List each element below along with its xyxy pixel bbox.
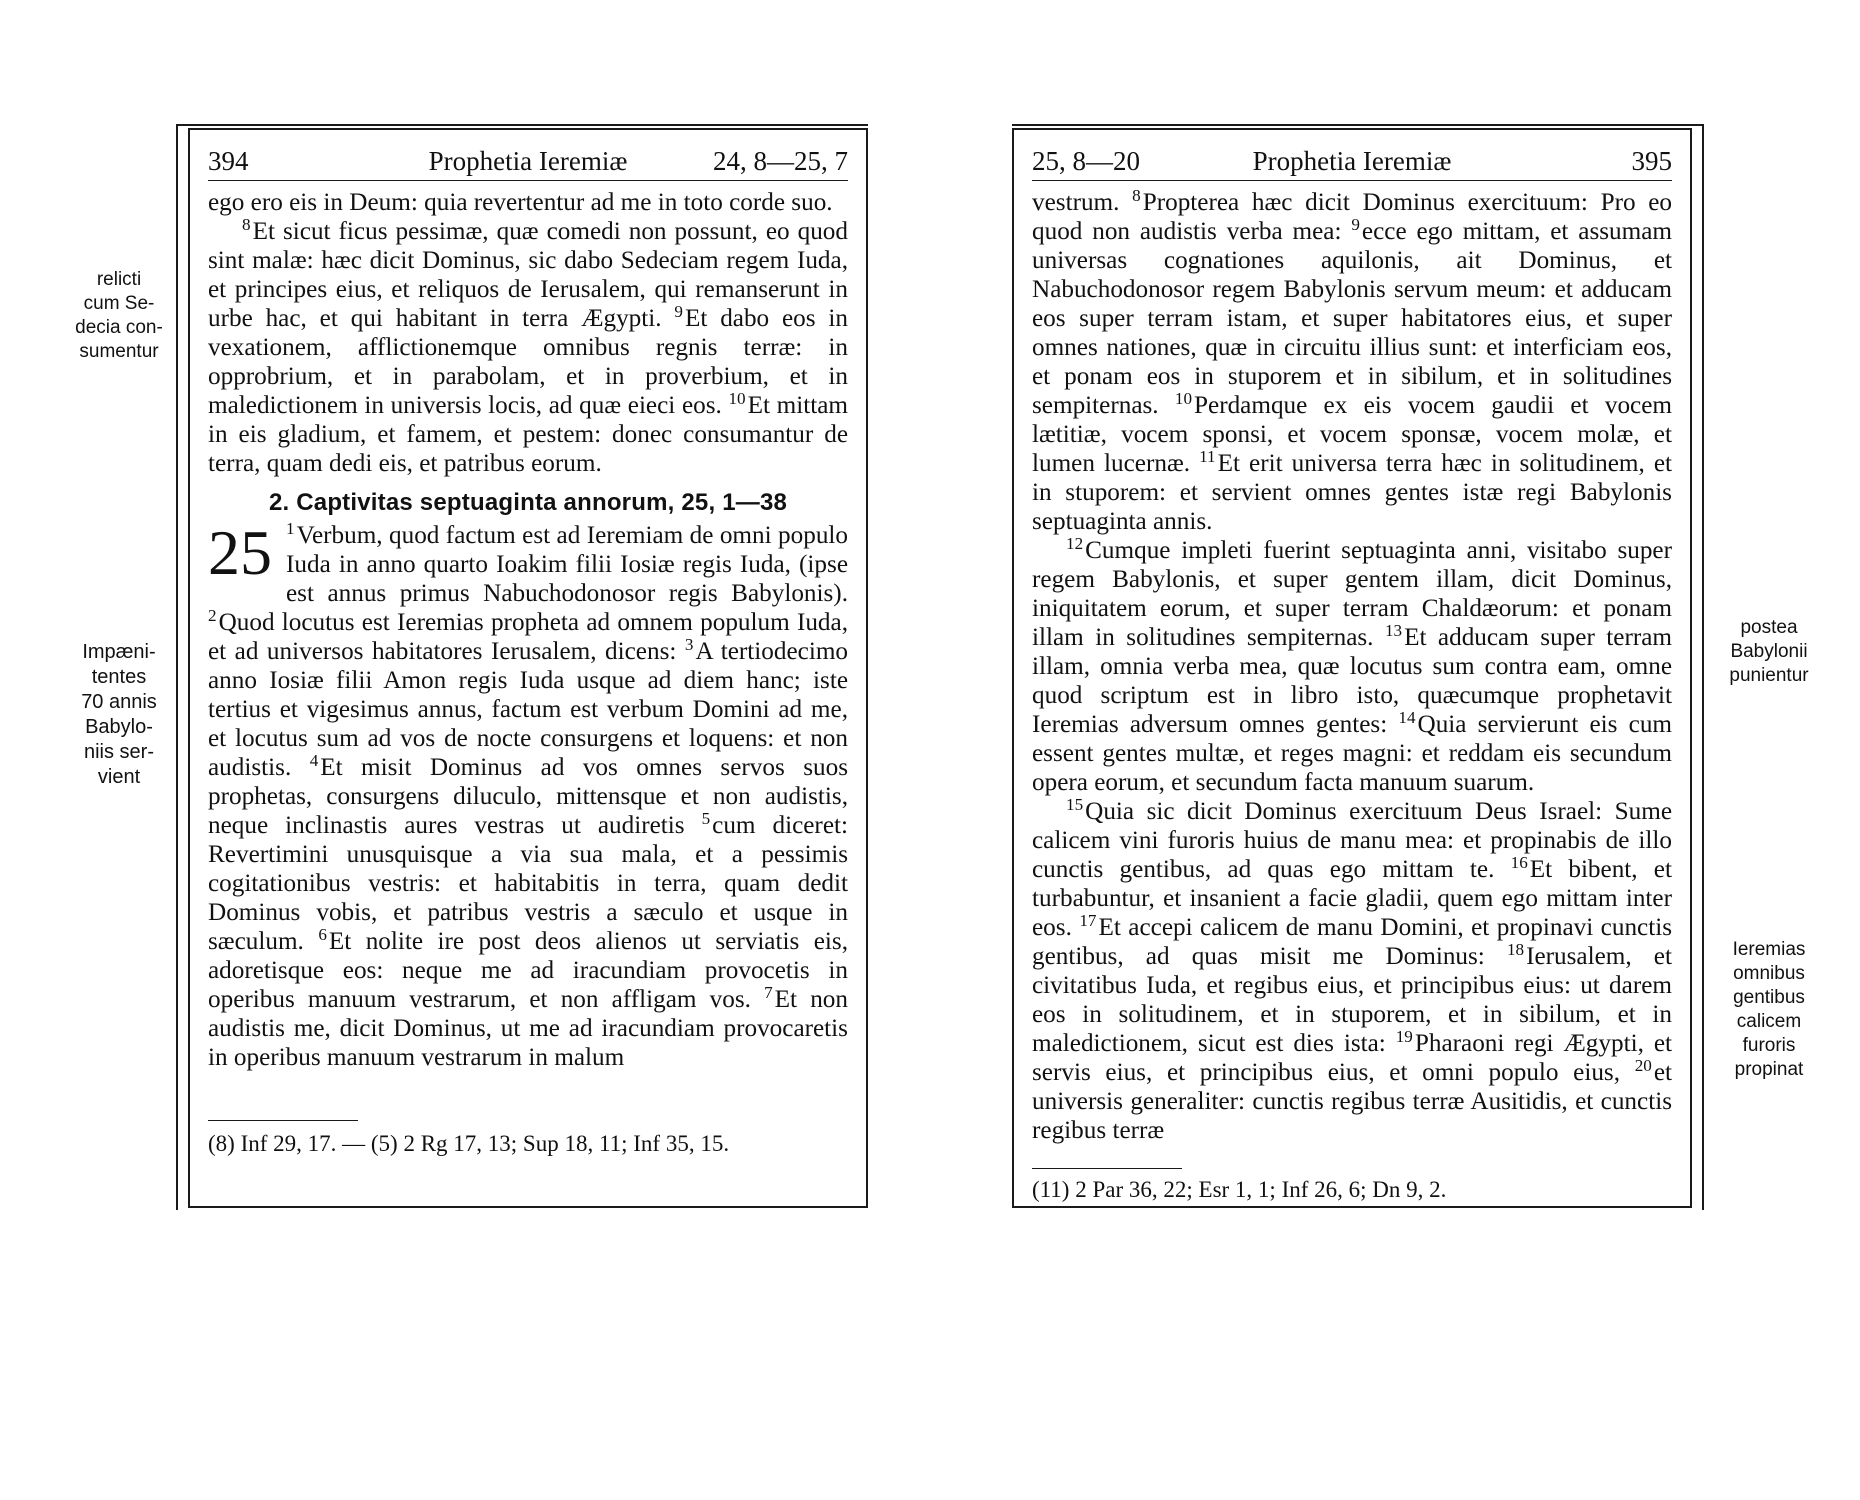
verse-number: 9 xyxy=(1351,214,1360,234)
verse-number: 12 xyxy=(1066,533,1084,553)
paragraph-text: Et nolite ire post deos alienos ut serviatis eis, adoretisque eos: neque me ad iracundiam provocetis in operibus manuum vestrarum, et non affligam vos. xyxy=(208,928,849,1013)
verse-number: 14 xyxy=(1398,707,1416,727)
page-frame-edge xyxy=(1702,124,1704,1210)
margin-note-line: omnibus xyxy=(1733,963,1805,984)
verse-number: 8 xyxy=(1132,185,1141,205)
page-header xyxy=(208,144,848,181)
verse-number: 7 xyxy=(764,982,773,1002)
running-title: Prophetia Ieremiæ xyxy=(1252,146,1452,176)
paragraph xyxy=(1032,794,1673,1145)
paragraph-text: A tertiodecimo anno Iosiæ filii Amon regis Iuda usque ad diem hanc; iste tertius et vigesimus annus, factum est verbum Domini ad me, et locutus sum ad vos de nocte consurgens et loquens: et non audistis. xyxy=(208,638,849,781)
margin-note-line: Impæni- xyxy=(82,641,156,663)
right-page xyxy=(1012,128,1692,1208)
paragraph-text: Verbum, quod factum est ad Ieremiam de omni populo Iuda in anno quarto Ioakim filii Iosiæ regis Iuda, (ipse est annus primus Nabuchodonosor regis Babylonis). xyxy=(286,522,848,607)
margin-note-line: cum Se- xyxy=(83,293,155,314)
margin-note-postea xyxy=(1714,616,1824,688)
margin-note-line: relicti xyxy=(96,269,142,290)
margin-note-line: Babylo- xyxy=(85,716,153,738)
paragraph-text: Et mittam in eis gladium, et famem, et pestem: donec consumantur de terra, quam dedi eis, et patribus eorum. xyxy=(208,392,849,477)
verse-number: 10 xyxy=(1174,388,1192,408)
margin-note-line: sumentur xyxy=(79,341,159,362)
chapter-paragraph xyxy=(208,517,849,1072)
paragraph-text: Quia sic dicit Dominus exercituum Deus Israel: Sume calicem vini furoris huius de manu mea: et propinabis de illo cunctis gentibus, ad quas ego mittam te. xyxy=(1032,798,1672,883)
footnote-rule xyxy=(1032,1168,1182,1169)
page-frame-edge xyxy=(176,124,868,126)
verse-number: 10 xyxy=(728,388,746,408)
verse-number: 19 xyxy=(1395,1026,1413,1046)
page-body xyxy=(1032,185,1673,1145)
paragraph-text: ecce ego mittam, et assumam universas cognationes aquilonis, ait Dominus, et Nabuchodonosor regem Babylonis servum meum: et adducam eos super terram istam, et super habitatores eius, et super omnes nationes, quæ in circuitu illius sunt: et interficiam eos, et ponam eos in stuporem et in sibilum, et in solitudines sempiternas. xyxy=(1032,218,1673,419)
margin-note-line: tentes xyxy=(91,666,147,688)
verse-number: 2 xyxy=(208,605,217,625)
page-header xyxy=(1032,144,1672,181)
paragraph-text: cum diceret: Revertimini unusquisque a via sua mala, et a pessimis cogitationibus vestris: et habitabitis in terra, quam dedit Dominus vobis, et patribus vestris a sæculo et usque in sæculum. xyxy=(208,812,848,955)
page-frame-edge xyxy=(1012,124,1704,126)
paragraph-text: Perdamque ex eis vocem gaudii et vocem lætitiæ, vocem sponsi, et vocem sponsæ, vocem molæ, et lumen lucernæ. xyxy=(1032,392,1672,477)
paragraph-text: Pharaoni regi Ægypti, et servis eius, et principibus eius, et omni populo eius, xyxy=(1032,1030,1672,1086)
paragraph-text: Et non audistis me, dicit Dominus, ut me ad iracundiam provocaretis in operibus manuum vestrarum in malum xyxy=(208,986,848,1071)
margin-note-line: propinat xyxy=(1734,1059,1804,1080)
verse-number: 18 xyxy=(1506,939,1525,959)
verse-number: 20 xyxy=(1634,1055,1652,1075)
paragraph-text: Et dabo eos in vexationem, afflictionemque omnibus regnis terræ: in opprobrium, et in parabolam, et in proverbium, et in maledictionem in universis locis, ad quæ eieci eos. xyxy=(208,305,848,419)
paragraph-text: Propterea hæc dicit Dominus exercituum: Pro eo quod non audistis verba mea: xyxy=(1032,189,1673,245)
margin-note-line: postea xyxy=(1740,617,1798,638)
page-number: 395 xyxy=(1631,146,1672,176)
margin-note-line: Ieremias xyxy=(1732,939,1806,960)
margin-note-impaenitentes xyxy=(60,640,178,790)
paragraph-text: Et misit Dominus ad vos omnes servos suos prophetas, consurgens diluculo, mittensque et non audistis, neque inclinastis aures vestras ut audiretis xyxy=(208,754,848,839)
paragraph xyxy=(208,188,848,217)
paragraph xyxy=(208,214,849,478)
paragraph-text: Quia servierunt eis cum essent gentes multæ, et reges magni: et reddam eis secundum opera eorum, et secundum facta manuum suarum. xyxy=(1032,711,1673,796)
margin-note-line: vient xyxy=(97,766,141,788)
paragraph-text: Et accepi calicem de manu Domini, et propinavi cunctis gentibus, ad quas misit me Dominus: xyxy=(1032,914,1673,970)
paragraph-text: ego ero eis in Deum: quia revertentur ad me in toto corde suo. xyxy=(208,189,833,216)
paragraph-text: Cumque impleti fuerint septuaginta anni, visitabo super regem Babylonis, et super gentem illam, dicit Dominus, iniquitatem eorum, et super terram Chaldæorum: et ponam illam in solitudines sempiternas. xyxy=(1032,537,1672,651)
page-number: 394 xyxy=(208,146,249,176)
margin-note-line: 70 annis xyxy=(81,691,157,713)
verse-number: 3 xyxy=(684,634,694,654)
footnote: (8) Inf 29, 17. — (5) 2 Rg 17, 13; Sup 18, 11; Inf 35, 15. xyxy=(208,1131,730,1156)
paragraph xyxy=(1032,185,1673,536)
margin-note-line: calicem xyxy=(1736,1011,1802,1032)
chapter-number: 25 xyxy=(208,517,272,588)
verse-number: 15 xyxy=(1066,794,1084,814)
margin-note-line: decia con- xyxy=(75,317,163,338)
verse-number: 1 xyxy=(286,518,295,538)
margin-note-line: furoris xyxy=(1742,1035,1796,1056)
verse-number: 9 xyxy=(674,301,683,321)
verse-number: 11 xyxy=(1199,446,1216,466)
paragraph-text: Et bibent, et turbabuntur, et insanient a facie gladii, quem ego mittam inter eos. xyxy=(1032,856,1672,941)
paragraph-text: Et sicut ficus pessimæ, quæ comedi non possunt, eo quod sint malæ: hæc dicit Dominus, sic dabo Sedeciam regem Iuda, et principes eius, et reliquos de Ierusalem, qui remanserunt in urbe hac, et qui habitant in terra Ægypti. xyxy=(208,218,848,332)
footnote-rule xyxy=(208,1120,358,1121)
paragraph-text: Et adducam super terram illam, omnia verba mea, quæ locutus sum contra eam, omne quod scriptum est in libro isto, quæcumque prophetavit Ieremias adversum omnes gentes: xyxy=(1032,624,1673,738)
page-frame-edge xyxy=(176,124,178,1210)
margin-note-line: punientur xyxy=(1729,665,1809,686)
section-heading: 2. Captivitas septuaginta annorum, 25, 1—38 xyxy=(268,489,788,516)
verse-number: 5 xyxy=(701,808,711,828)
verse-number: 13 xyxy=(1384,620,1403,640)
footnote: (11) 2 Par 36, 22; Esr 1, 1; Inf 26, 6; Dn 9, 2. xyxy=(1032,1177,1447,1202)
running-title: Prophetia Ieremiæ xyxy=(428,146,628,176)
paragraph-text: vestrum. xyxy=(1032,189,1120,216)
verse-number: 16 xyxy=(1510,852,1528,872)
paragraph-text: Quod locutus est Ieremias propheta ad omnem populum Iuda, et ad universos habitatores Ierusalem, dicens: xyxy=(208,609,848,665)
verse-number: 6 xyxy=(318,924,327,944)
margin-note-line: Babylonii xyxy=(1730,641,1808,662)
margin-note-relicti xyxy=(60,268,178,364)
verse-reference: 24, 8—25, 7 xyxy=(713,146,848,176)
verse-reference: 25, 8—20 xyxy=(1032,146,1140,176)
verse-number: 8 xyxy=(242,214,251,234)
page-body xyxy=(208,188,848,1072)
paragraph xyxy=(1032,533,1673,797)
margin-note-ieremias xyxy=(1714,938,1824,1082)
paragraph-text: et universis generaliter: cunctis regibus terræ Ausitidis, et cunctis regibus terræ xyxy=(1032,1059,1672,1144)
verse-number: 4 xyxy=(309,750,319,770)
margin-note-line: niis ser- xyxy=(83,741,154,763)
margin-note-line: gentibus xyxy=(1733,987,1805,1008)
paragraph-text: Et erit universa terra hæc in solitudinem, et in stuporem: et servient omnes gentes istæ regi Babylonis septuaginta annis. xyxy=(1032,450,1672,535)
verse-number: 17 xyxy=(1079,910,1097,930)
left-page xyxy=(188,128,868,1208)
paragraph-text: Ierusalem, et civitatibus Iuda, et regibus eius, et principibus eius: ut darem eos in solitudinem, et in stuporem, et in sibilum, et in maledictionem, sicut est dies ista: xyxy=(1032,943,1672,1057)
